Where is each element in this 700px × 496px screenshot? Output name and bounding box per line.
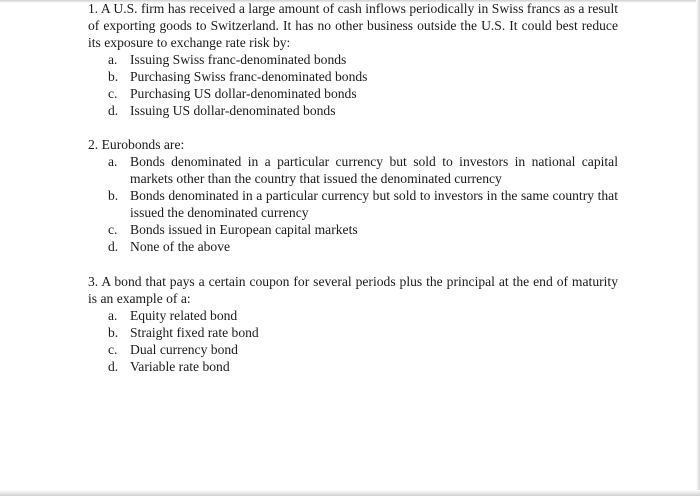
answer-options xyxy=(88,153,618,255)
answer-option xyxy=(88,68,618,85)
option-letter: b. xyxy=(108,69,119,84)
option-text: Purchasing Swiss franc-denominated bonds xyxy=(130,69,368,84)
answer-option xyxy=(88,358,618,375)
option-text: Issuing US dollar-denominated bonds xyxy=(130,103,336,118)
question-stem: 1. A U.S. firm has received a large amount of cash inflows periodically in Swiss francs as a result of exporting goods to Switzerland. It has no other business outside the U.S. It could best reduce its exposure to exchange rate risk by: xyxy=(88,1,618,50)
question-3 xyxy=(88,273,618,375)
answer-options xyxy=(88,307,618,375)
option-text: Purchasing US dollar-denominated bonds xyxy=(130,86,357,101)
answer-option xyxy=(88,221,618,238)
option-letter: a. xyxy=(108,52,118,67)
answer-option xyxy=(88,324,618,341)
answer-option xyxy=(88,153,618,187)
answer-option xyxy=(88,238,618,255)
option-text: None of the above xyxy=(130,239,231,254)
page-edge-shadow xyxy=(0,490,700,496)
question-2 xyxy=(88,136,618,255)
answer-option xyxy=(88,102,618,119)
option-text: Bonds issued in European capital markets xyxy=(130,222,358,237)
answer-option xyxy=(88,341,618,358)
option-letter: d. xyxy=(108,239,119,254)
question-1 xyxy=(88,0,618,119)
answer-option xyxy=(88,51,618,68)
answer-option xyxy=(88,307,618,324)
answer-options xyxy=(88,51,618,119)
option-letter: a. xyxy=(108,308,118,323)
option-letter: d. xyxy=(108,103,119,118)
answer-option xyxy=(88,187,618,221)
option-text: Variable rate bond xyxy=(130,359,230,374)
document-body xyxy=(88,0,618,375)
option-letter: c. xyxy=(108,222,118,237)
option-letter: b. xyxy=(108,188,119,203)
option-letter: a. xyxy=(108,154,118,169)
option-text: Dual currency bond xyxy=(130,342,238,357)
option-letter: d. xyxy=(108,359,119,374)
option-text: Issuing Swiss franc-denominated bonds xyxy=(130,52,347,67)
question-stem: 2. Eurobonds are: xyxy=(88,137,185,152)
option-text: Straight fixed rate bond xyxy=(130,325,259,340)
answer-option xyxy=(88,85,618,102)
question-stem: 3. A bond that pays a certain coupon for several periods plus the principal at the end of maturity is an example of a: xyxy=(88,274,618,306)
option-text: Equity related bond xyxy=(130,308,238,323)
page-edge-shadow xyxy=(696,0,700,496)
option-text: Bonds denominated in a particular currency but sold to investors in national capital markets other than the country that issued the denominated currency xyxy=(130,154,618,186)
option-text: Bonds denominated in a particular currency but sold to investors in the same country that issued the denominated currency xyxy=(130,188,618,220)
option-letter: b. xyxy=(108,325,119,340)
option-letter: c. xyxy=(108,342,118,357)
option-letter: c. xyxy=(108,86,118,101)
